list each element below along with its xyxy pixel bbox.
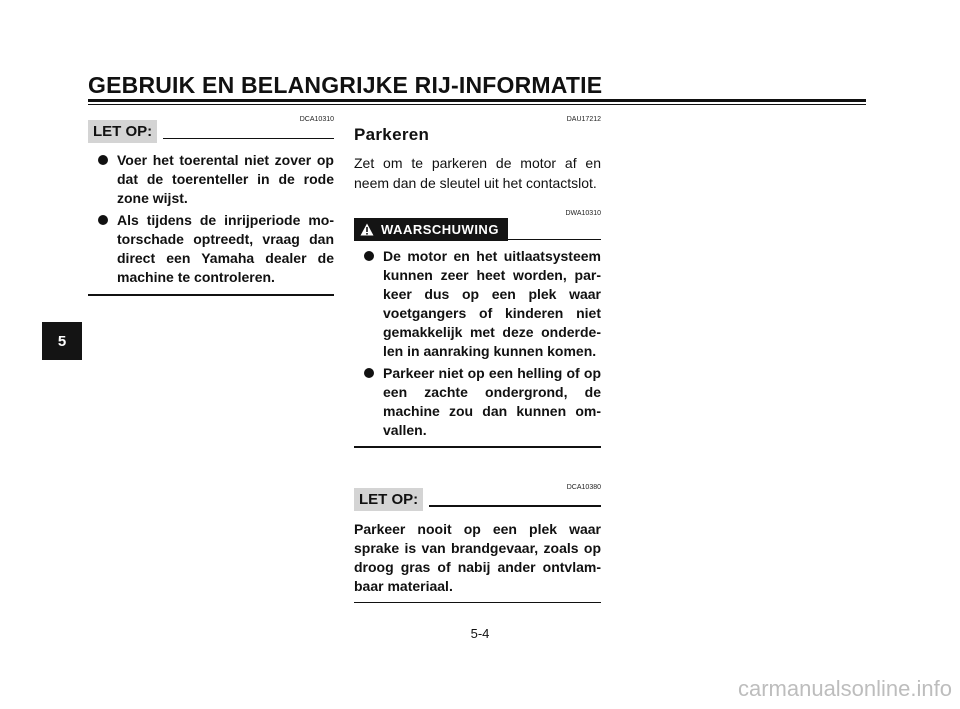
warning-triangle-icon [360, 223, 374, 236]
bullet-dot-icon [364, 251, 374, 261]
warning-bullet-list [354, 247, 601, 440]
page-header-title: GEBRUIK EN BELANGRIJKE RIJ-INFORMATIE [88, 72, 603, 98]
warning-code: DWA10310 [565, 210, 601, 217]
notice-text: Parkeer nooit op een plek waar sprake is van brandgevaar, zoals op droog gras of nabij ander ontvlam-baar materiaal. [354, 520, 601, 594]
notice-header [354, 488, 601, 511]
section-title: Parkeren [354, 125, 430, 144]
left-notice-code: DCA10310 [299, 116, 334, 123]
notice-rule [429, 505, 601, 507]
warning-label: WAARSCHUWING [381, 222, 499, 237]
notice-label: LET OP: [354, 488, 423, 511]
left-bullet-list [88, 151, 334, 287]
left-notice-rule [163, 138, 334, 140]
bullet-dot-icon [98, 155, 108, 165]
warning-header [354, 218, 601, 241]
left-notice-end-rule [88, 294, 334, 296]
bullet-dot-icon [364, 368, 374, 378]
list-item: Parkeer niet op een helling of op een zachte ondergrond, de machine zou dan kunnen om-vallen. [354, 364, 601, 440]
section-intro: Zet om te parkeren de motor af en neem dan de sleutel uit het contactslot. [354, 155, 601, 191]
notice-end-rule [354, 602, 601, 604]
left-column [88, 116, 334, 296]
header-rule-thin [88, 104, 866, 105]
right-column [354, 116, 601, 603]
notice-code: DCA10380 [566, 483, 601, 491]
warning-rule [508, 239, 601, 241]
chapter-tab-number: 5 [57, 332, 67, 350]
list-item: Voer het toerental niet zover op dat de toerenteller in de rode zone wijst. [88, 151, 334, 208]
list-item: Als tijdens de inrijperiode mo-torschade optreedt, vraag dan direct een Yamaha dealer de machine te controleren. [88, 211, 334, 287]
header-rule-thick [88, 99, 866, 102]
page-number: 5-4 [470, 626, 490, 641]
chapter-tab[interactable] [42, 322, 82, 360]
watermark-text[interactable]: carmanualsonline.info [737, 676, 952, 701]
left-notice-header [88, 120, 334, 143]
left-notice-label: LET OP: [88, 120, 157, 143]
list-item: De motor en het uitlaatsysteem kunnen zeer heet worden, par-keer dus op een plek waar voetgangers of kinderen niet gemakkelijk met deze onderde-len in aanraking kunnen komen. [354, 247, 601, 361]
section-code: DAU17212 [566, 116, 601, 123]
bullet-dot-icon [98, 215, 108, 225]
warning-badge [354, 218, 508, 241]
warning-end-rule [354, 446, 601, 448]
